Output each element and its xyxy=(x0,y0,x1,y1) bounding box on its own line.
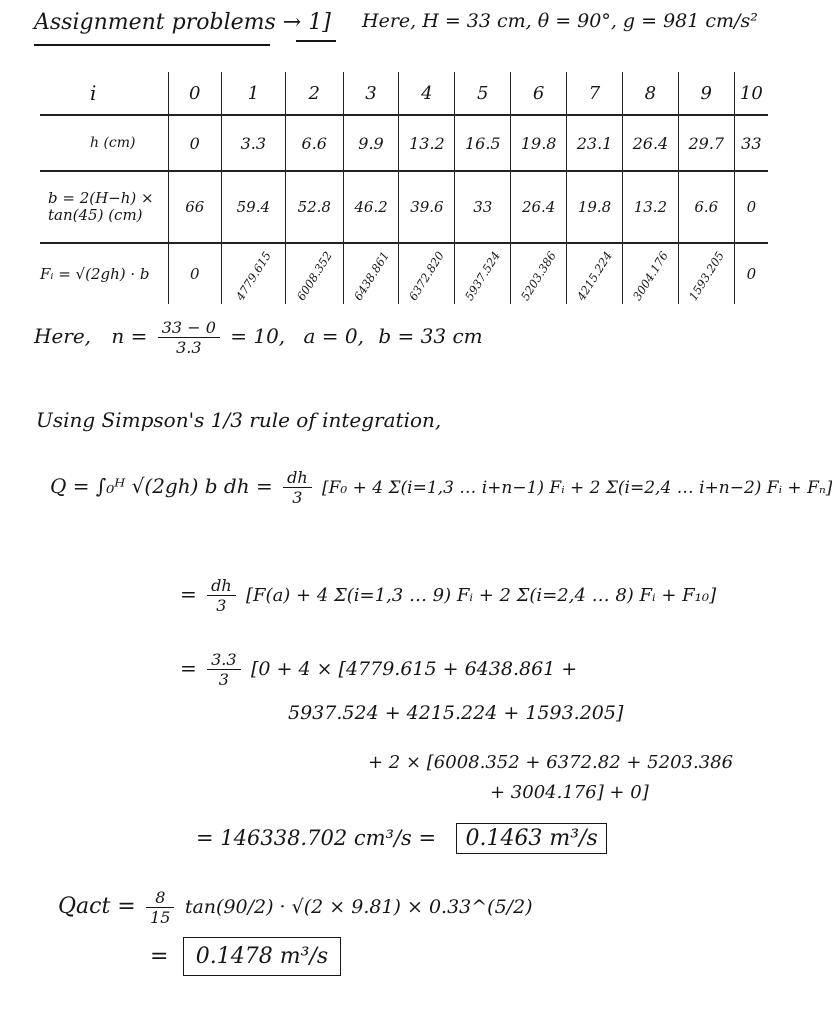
cell-b: 66 xyxy=(168,171,221,243)
cell-h: 26.4 xyxy=(622,115,678,171)
simpson-line-2: = $\frac{dh}{3}$ [F(a) + 4 Σ(i=1,3 … 9) Fᵢ + 2 Σ(i=2,4 … 8) Fᵢ + F₁₀] xyxy=(180,576,717,615)
cell-f: 0 xyxy=(168,243,221,304)
qact-equals: = xyxy=(150,944,169,969)
dh-over-3 xyxy=(283,468,312,507)
cell-b: 46.2 xyxy=(343,171,399,243)
qact-result-line xyxy=(150,944,341,969)
cell-f: 5937.524 xyxy=(462,248,504,303)
cell-h: 3.3 xyxy=(221,115,285,171)
eight-fifteenths xyxy=(146,888,174,927)
dh-over-3 xyxy=(207,576,236,615)
simpson-result: = 146338.702 cm³/s = xyxy=(196,826,437,850)
cell-h: 13.2 xyxy=(399,115,455,171)
cell-f: 4215.224 xyxy=(574,248,615,303)
qact-expression: tan(90/2) · √(2 × 9.81) × 0.33^(5/2) xyxy=(184,896,533,918)
cell-h: 16.5 xyxy=(455,115,511,171)
cell-h: 9.9 xyxy=(343,115,399,171)
odd-sum-end: 5937.524 + 4215.224 + 1593.205] xyxy=(288,702,624,724)
cell-f: 5203.386 xyxy=(518,248,560,303)
step-over-3 xyxy=(207,650,240,689)
row-f xyxy=(40,243,768,304)
given-values: Here, H = 33 cm, θ = 90°, g = 981 cm/s² xyxy=(362,10,758,32)
row-label-f: Fᵢ = √(2gh) · b xyxy=(40,243,168,304)
cell-i: 0 xyxy=(168,72,221,115)
simpson-result-line xyxy=(196,826,607,851)
cell-f: 3004.176 xyxy=(629,248,671,303)
b-value: b = 33 cm xyxy=(378,324,483,348)
row-label-h: h (cm) xyxy=(40,115,168,171)
params-line xyxy=(34,318,483,357)
n-label: n = xyxy=(111,324,148,348)
dh-numerator: dh xyxy=(207,576,236,596)
a-value: a = 0, xyxy=(303,324,364,348)
dh-numerator: dh xyxy=(283,468,312,488)
simpson-result-boxed: 0.1463 m³/s xyxy=(456,823,606,854)
title-text: Assignment problems xyxy=(34,10,276,35)
simpson-line-3: = $\frac{3.3}{3}$ [0 + 4 × [4779.615 + 6438.861 + xyxy=(180,650,578,689)
cell-b: 6.6 xyxy=(678,171,734,243)
problem-number-underline xyxy=(296,40,336,42)
n-fraction xyxy=(158,318,220,357)
n-numerator: 33 − 0 xyxy=(158,318,220,338)
qact-label: Qact = xyxy=(58,894,136,919)
cell-f: 6438.861 xyxy=(350,248,392,303)
cell-f: 6008.352 xyxy=(293,248,335,303)
cell-b: 39.6 xyxy=(399,171,455,243)
cell-i: 7 xyxy=(567,72,623,115)
cell-h: 19.8 xyxy=(511,115,567,171)
assignment-title xyxy=(34,10,331,35)
even-sum-start: + 2 × [6008.352 + 6372.82 + 5203.386 xyxy=(368,752,734,773)
cell-h: 23.1 xyxy=(567,115,623,171)
even-sum-end: + 3004.176] + 0] xyxy=(490,782,649,803)
cell-b: 26.4 xyxy=(511,171,567,243)
qact-result-boxed: 0.1478 m³/s xyxy=(183,937,341,976)
cell-i: 6 xyxy=(511,72,567,115)
simpson-heading: Using Simpson's 1/3 rule of integration, xyxy=(36,408,442,432)
title-underline xyxy=(34,44,270,46)
frac-denominator: 15 xyxy=(150,908,171,927)
cell-i: 3 xyxy=(343,72,399,115)
cell-f: 1593.205 xyxy=(685,248,727,303)
cell-i: 10 xyxy=(739,82,763,104)
cell-i: 1 xyxy=(221,72,285,115)
odd-sum-start: [0 + 4 × [4779.615 + 6438.861 + xyxy=(250,658,578,680)
n-value: = 10, xyxy=(230,324,286,348)
cell-b: 59.4 xyxy=(221,171,285,243)
arrow-icon: → xyxy=(282,10,302,35)
cell-b: 19.8 xyxy=(567,171,623,243)
cell-h: 0 xyxy=(168,115,221,171)
cell-b: 52.8 xyxy=(285,171,343,243)
cell-i: 8 xyxy=(622,72,678,115)
params-prefix: Here, xyxy=(34,324,92,348)
row-h xyxy=(40,115,768,171)
cell-f: 0 xyxy=(734,243,768,304)
cell-b: 13.2 xyxy=(622,171,678,243)
cell-f: 4779.615 xyxy=(232,248,274,303)
cell-b: 0 xyxy=(734,171,768,243)
row-b xyxy=(40,171,768,243)
cell-h: 33 xyxy=(734,115,768,171)
simpson-expanded: [F(a) + 4 Σ(i=1,3 … 9) Fᵢ + 2 Σ(i=2,4 … 8) Fᵢ + F₁₀] xyxy=(246,585,717,606)
qact-line xyxy=(58,888,533,927)
dh-denominator: 3 xyxy=(216,596,227,615)
cell-i: 2 xyxy=(285,72,343,115)
cell-i: 5 xyxy=(455,72,511,115)
integral-lhs: Q = ∫₀ᴴ √(2gh) b dh = xyxy=(50,474,273,498)
cell-b: 33 xyxy=(455,171,511,243)
step-numerator: 3.3 xyxy=(207,650,240,670)
row-label-i: i xyxy=(40,72,168,115)
simpson-formula: [F₀ + 4 Σ(i=1,3 … i+n−1) Fᵢ + 2 Σ(i=2,4 … i+n−2) Fᵢ + Fₙ] xyxy=(322,478,832,498)
data-table xyxy=(40,72,768,304)
dh-denominator: 3 xyxy=(292,488,303,507)
cell-i: 4 xyxy=(399,72,455,115)
n-denominator: 3.3 xyxy=(176,338,202,357)
cell-h: 29.7 xyxy=(678,115,734,171)
row-index xyxy=(40,72,768,115)
problem-number: 1] xyxy=(308,10,331,35)
row-label-b: b = 2(H−h) × tan(45) (cm) xyxy=(40,171,168,243)
cell-i: 9 xyxy=(678,72,734,115)
cell-f: 6372.820 xyxy=(406,248,448,303)
cell-h: 6.6 xyxy=(285,115,343,171)
simpson-line-1 xyxy=(50,468,832,507)
frac-numerator: 8 xyxy=(146,888,174,908)
step-denominator: 3 xyxy=(218,670,229,689)
